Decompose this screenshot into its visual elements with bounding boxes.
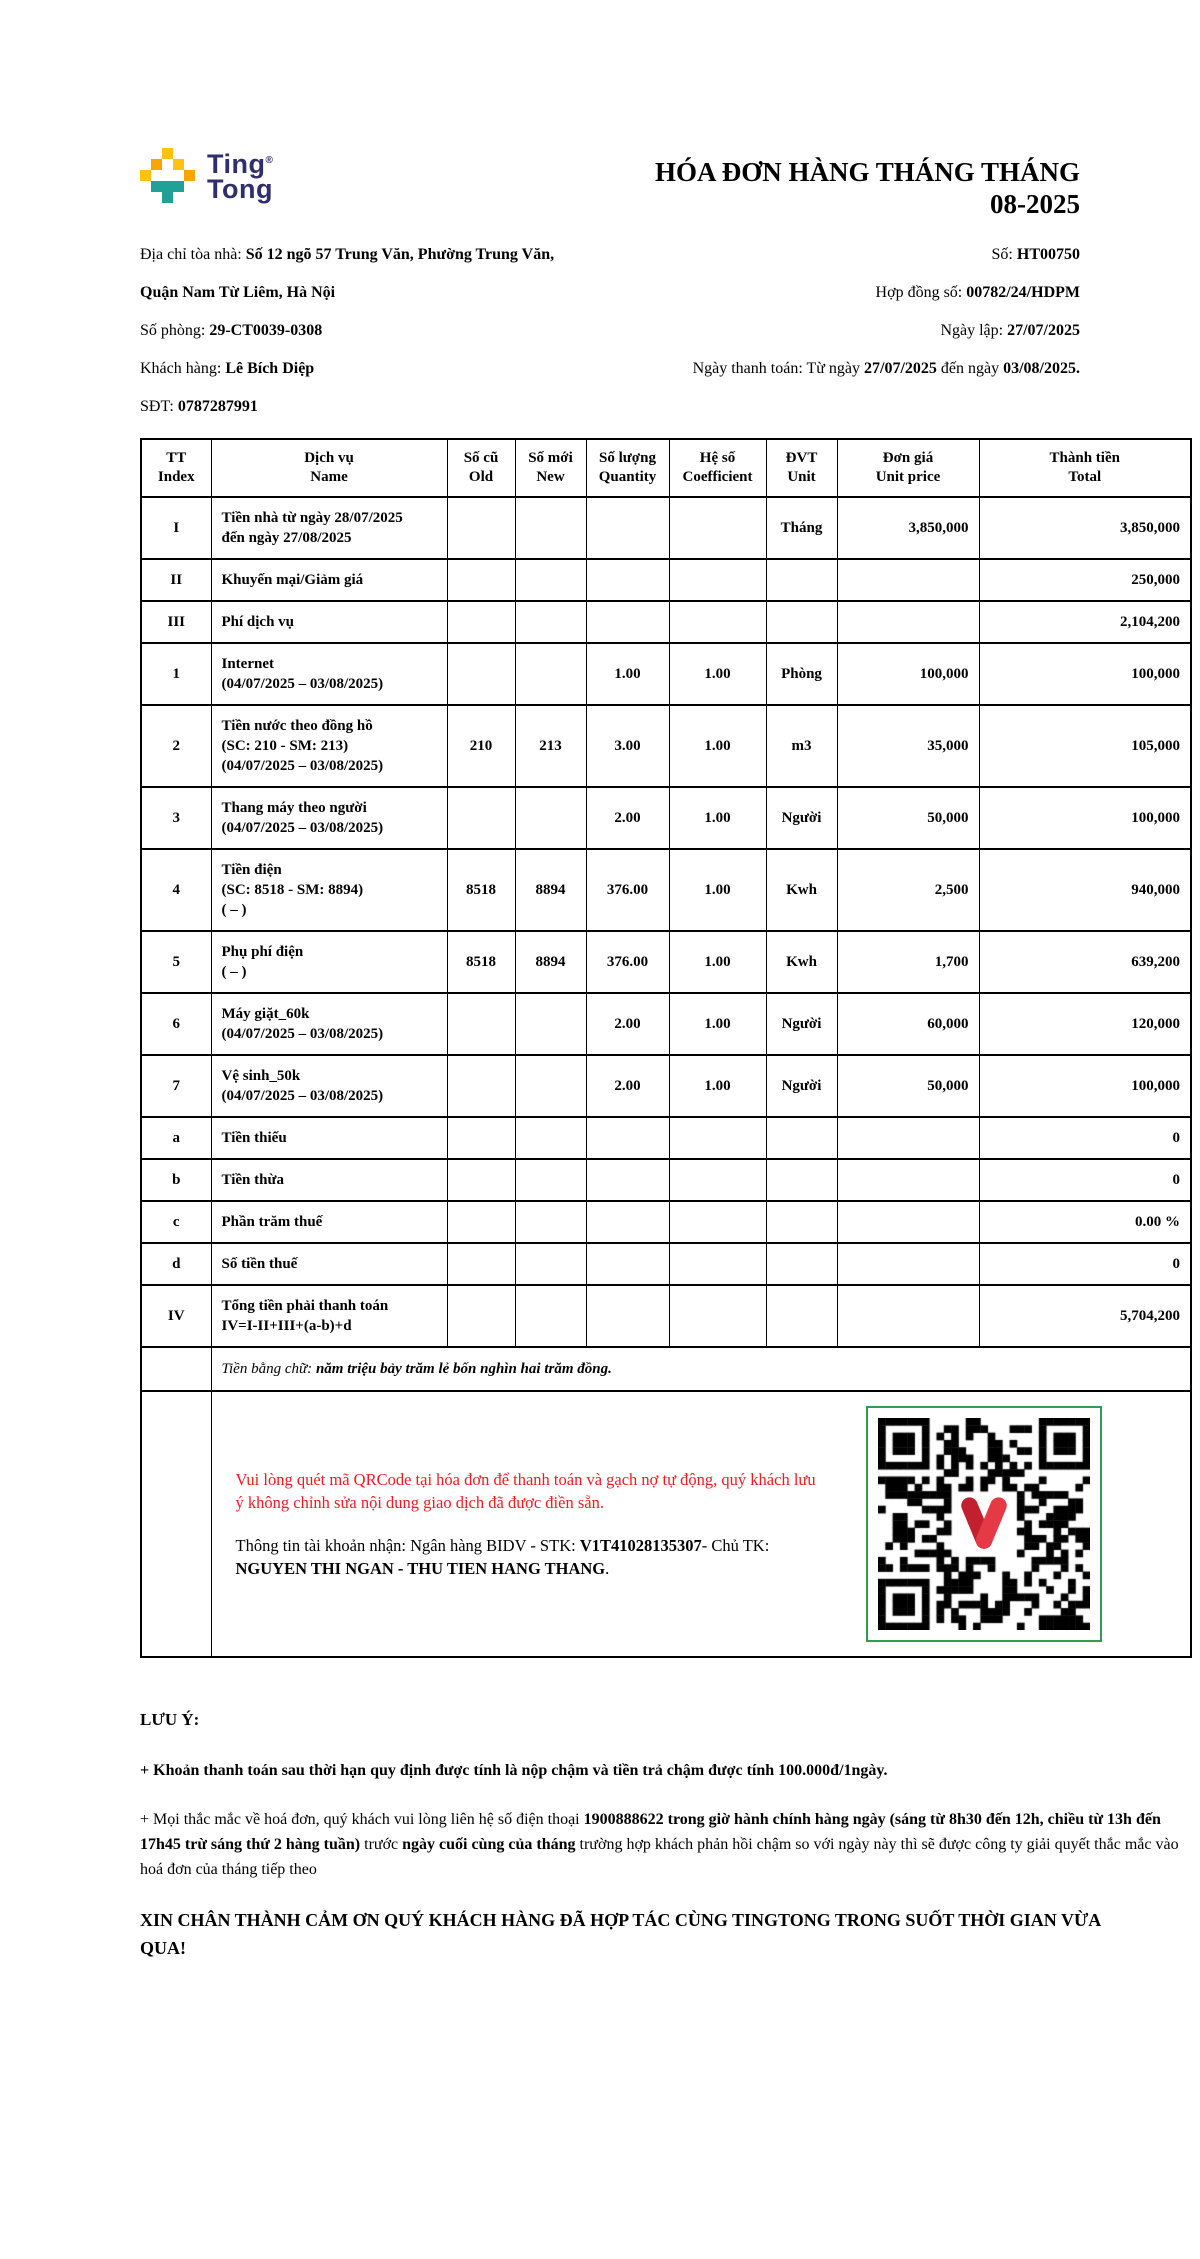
logo-pixel	[151, 181, 162, 192]
table-head	[141, 439, 1191, 497]
tingtong-logo	[140, 148, 273, 203]
table-cell	[669, 1159, 766, 1201]
table-cell: 0.00 %	[979, 1201, 1191, 1243]
table-cell	[515, 601, 586, 643]
text-segment: Hợp đồng số:	[875, 284, 967, 301]
text-segment: đến ngày	[936, 360, 1004, 377]
logo-pixel	[162, 181, 173, 192]
table-cell: 1.00	[669, 643, 766, 705]
table-cell: Phí dịch vụ	[211, 601, 447, 643]
text-segment: Thông tin tài khoản nhận: Ngân hàng BIDV - STK:	[235, 1536, 580, 1555]
table-cell: 3.00	[586, 705, 669, 787]
text-segment: Khách hàng:	[140, 360, 226, 377]
table-cell	[447, 1201, 515, 1243]
table-cell: 0	[979, 1159, 1191, 1201]
table-cell: 2.00	[586, 1055, 669, 1117]
table-row	[141, 1159, 1191, 1201]
table-cell: 0	[979, 1117, 1191, 1159]
qr-row	[141, 1391, 1191, 1657]
table-cell: 100,000	[979, 787, 1191, 849]
table-header-cell: Đơn giá Unit price	[837, 439, 979, 497]
table-cell: Kwh	[766, 849, 837, 931]
table-cell: I	[141, 497, 211, 559]
table-cell: 1.00	[669, 931, 766, 993]
text-segment: trước	[360, 1836, 403, 1853]
table-row	[141, 601, 1191, 643]
logo-pixel	[162, 192, 173, 203]
table-cell	[837, 1285, 979, 1347]
table-cell: 0	[979, 1243, 1191, 1285]
table-cell: Tổng tiền phải thanh toán IV=I-II+III+(a-b)+d	[211, 1285, 447, 1347]
table-cell: 5,704,200	[979, 1285, 1191, 1347]
table-cell: IV	[141, 1285, 211, 1347]
table-cell: 1.00	[669, 1055, 766, 1117]
amount-in-words	[211, 1347, 1191, 1391]
table-cell	[447, 1117, 515, 1159]
table-cell	[586, 1159, 669, 1201]
qr-note-red	[236, 1468, 824, 1514]
table-cell: 8518	[447, 849, 515, 931]
table-cell	[766, 1285, 837, 1347]
info-line	[140, 274, 590, 312]
table-cell: Phòng	[766, 643, 837, 705]
table-cell: 8518	[447, 931, 515, 993]
info-line	[140, 350, 590, 388]
table-row	[141, 1243, 1191, 1285]
table-cell	[837, 1159, 979, 1201]
text-segment: NGUYEN THI NGAN - THU TIEN HANG THANG	[235, 1559, 606, 1578]
table-row	[141, 931, 1191, 993]
invoice-title: HÓA ĐƠN HÀNG THÁNG THÁNG 08-2025	[654, 157, 1080, 219]
qr-code-frame	[866, 1406, 1102, 1642]
table-cell: II	[141, 559, 211, 601]
text-segment: HT00750	[1016, 246, 1080, 263]
table-cell: 376.00	[586, 849, 669, 931]
tingtong-logo-text: Ting® Tong	[207, 149, 274, 204]
table-header-row	[141, 439, 1191, 497]
text-segment: 27/07/2025	[864, 360, 937, 377]
text-segment: Tiền bằng chữ:	[221, 1361, 316, 1377]
table-row	[141, 559, 1191, 601]
text-segment: + Khoản thanh toán sau thời hạn quy định được tính là nộp chậm và tiền trả chậm được tính 100.000đ/1ngày.	[140, 1762, 888, 1779]
table-cell: 1.00	[669, 993, 766, 1055]
table-cell: d	[141, 1243, 211, 1285]
text-segment: SĐT:	[140, 398, 178, 415]
text-segment: 29-CT0039-0308	[209, 322, 323, 339]
text-segment: Số phòng:	[140, 322, 210, 339]
table-cell	[447, 993, 515, 1055]
text-segment: V1T41028135307	[579, 1536, 702, 1555]
table-row	[141, 787, 1191, 849]
text-segment: + Mọi thắc mắc về hoá đơn, quý khách vui lòng liên hệ số điện thoại	[140, 1811, 584, 1828]
table-cell	[669, 559, 766, 601]
empty-cell	[141, 1347, 211, 1391]
table-cell: 213	[515, 705, 586, 787]
info-left	[140, 236, 590, 426]
table-cell	[586, 559, 669, 601]
text-segment: Vui lòng quét mã QRCode tại hóa đơn để thanh toán và gạch nợ tự động, quý khách lưu ý không chỉnh sửa nội dung giao dịch đã được điền sẵn.	[235, 1470, 816, 1512]
table-cell: 250,000	[979, 559, 1191, 601]
table-header-cell: Dịch vụ Name	[211, 439, 447, 497]
info-line	[140, 236, 590, 274]
qr-v-icon	[953, 1493, 1015, 1555]
table-cell	[515, 1201, 586, 1243]
table-cell: 35,000	[837, 705, 979, 787]
text-segment: ngày cuối cùng của tháng	[402, 1836, 576, 1853]
table-cell	[515, 643, 586, 705]
table-row	[141, 497, 1191, 559]
invoice-info	[140, 236, 1180, 426]
table-cell	[669, 1285, 766, 1347]
table-cell	[837, 1243, 979, 1285]
qr-instructions	[224, 1468, 824, 1580]
table-cell: 3,850,000	[979, 497, 1191, 559]
table-header-cell: Thành tiền Total	[979, 439, 1191, 497]
table-row	[141, 1055, 1191, 1117]
table-cell	[766, 1201, 837, 1243]
logo-pixel	[162, 148, 173, 159]
table-cell	[586, 1117, 669, 1159]
table-header-cell: Hệ số Coefficient	[669, 439, 766, 497]
table-header-cell: TT Index	[141, 439, 211, 497]
table-cell: 2,500	[837, 849, 979, 931]
table-cell	[515, 1243, 586, 1285]
table-cell	[669, 1117, 766, 1159]
tingtong-logo-icon	[140, 148, 195, 203]
table-cell: 210	[447, 705, 515, 787]
table-cell: Người	[766, 787, 837, 849]
table-cell: 100,000	[837, 643, 979, 705]
info-line	[590, 236, 1080, 274]
table-cell: 8894	[515, 931, 586, 993]
table-cell: 105,000	[979, 705, 1191, 787]
footer-thanks: XIN CHÂN THÀNH CẢM ƠN QUÝ KHÁCH HÀNG ĐÃ HỢP TÁC CÙNG TINGTONG TRONG SUỐT THỜI GIAN VỪA QUA!	[140, 1910, 1101, 1958]
table-cell: 4	[141, 849, 211, 931]
table-cell	[515, 1055, 586, 1117]
table-cell: Internet (04/07/2025 – 03/08/2025)	[211, 643, 447, 705]
table-cell: 1.00	[669, 705, 766, 787]
qr-payment-cell	[211, 1391, 1191, 1657]
table-cell	[515, 559, 586, 601]
table-cell: 3	[141, 787, 211, 849]
table-cell	[515, 993, 586, 1055]
table-cell: Người	[766, 993, 837, 1055]
table-cell	[766, 559, 837, 601]
account-note	[236, 1534, 824, 1580]
table-cell: 940,000	[979, 849, 1191, 931]
table-cell	[669, 601, 766, 643]
table-cell	[515, 497, 586, 559]
table-cell: 639,200	[979, 931, 1191, 993]
text-segment: năm triệu bảy trăm lẻ bốn nghìn hai trăm đồng.	[315, 1361, 612, 1377]
footer-note-2	[140, 1807, 1200, 1882]
table-cell	[586, 1243, 669, 1285]
text-segment: 00782/24/HDPM	[966, 284, 1080, 301]
table-cell: Thang máy theo người (04/07/2025 – 03/08/2025)	[211, 787, 447, 849]
table-cell	[447, 497, 515, 559]
text-segment: 03/08/2025.	[1003, 360, 1080, 377]
table-cell	[515, 1285, 586, 1347]
table-row	[141, 993, 1191, 1055]
table-cell: III	[141, 601, 211, 643]
table-cell	[447, 1243, 515, 1285]
table-cell: 50,000	[837, 787, 979, 849]
table-cell: Tiền nước theo đồng hồ (SC: 210 - SM: 213) (04/07/2025 – 03/08/2025)	[211, 705, 447, 787]
table-cell: m3	[766, 705, 837, 787]
logo-pixel	[184, 170, 195, 181]
table-cell	[837, 601, 979, 643]
table-cell: 100,000	[979, 1055, 1191, 1117]
text-segment: Số 12 ngõ 57 Trung Văn, Phường Trung Văn,	[245, 246, 555, 263]
table-row	[141, 1201, 1191, 1243]
table-cell	[447, 1285, 515, 1347]
table-cell	[766, 1159, 837, 1201]
table-cell	[586, 601, 669, 643]
table-cell	[669, 1201, 766, 1243]
text-segment: Địa chỉ tòa nhà:	[140, 246, 246, 263]
table-cell	[447, 1159, 515, 1201]
logo-pixel	[140, 170, 151, 181]
table-cell	[515, 1117, 586, 1159]
table-cell	[766, 601, 837, 643]
table-row	[141, 1117, 1191, 1159]
table-header-cell: Số lượng Quantity	[586, 439, 669, 497]
table-header-cell: Số mới New	[515, 439, 586, 497]
footer-note-1	[140, 1758, 1200, 1783]
logo-pixel	[151, 159, 162, 170]
table-cell: 5	[141, 931, 211, 993]
text-segment: 0787287991	[177, 398, 258, 415]
table-cell	[447, 559, 515, 601]
table-cell: Tiền điện (SC: 8518 - SM: 8894) ( – )	[211, 849, 447, 931]
table-cell: 120,000	[979, 993, 1191, 1055]
info-line	[140, 312, 590, 350]
table-cell	[837, 559, 979, 601]
table-cell	[837, 1201, 979, 1243]
table-header-cell: Số cũ Old	[447, 439, 515, 497]
table-cell: 2,104,200	[979, 601, 1191, 643]
table-cell: 1,700	[837, 931, 979, 993]
table-cell: 7	[141, 1055, 211, 1117]
invoice-table	[140, 438, 1192, 1658]
table-cell	[837, 1117, 979, 1159]
footer-notes	[140, 1710, 1200, 1962]
table-cell: Phần trăm thuế	[211, 1201, 447, 1243]
table-cell: 6	[141, 993, 211, 1055]
text-segment: Ngày thanh toán: Từ ngày	[692, 360, 865, 377]
logo-pixel	[173, 159, 184, 170]
empty-cell	[141, 1391, 211, 1657]
table-cell	[515, 787, 586, 849]
table-cell: 60,000	[837, 993, 979, 1055]
text-segment: trường hợp khách phản hồi chậm so với ngày này thì sẽ được công ty giải quyết thắc mắc vào hoá đơn của tháng tiếp theo	[140, 1836, 1179, 1878]
table-cell: Vệ sinh_50k (04/07/2025 – 03/08/2025)	[211, 1055, 447, 1117]
table-row	[141, 1285, 1191, 1347]
info-line	[590, 350, 1080, 388]
text-segment: Ngày lập:	[940, 322, 1008, 339]
table-cell: Máy giặt_60k (04/07/2025 – 03/08/2025)	[211, 993, 447, 1055]
table-cell	[447, 601, 515, 643]
text-segment: Quận Nam Từ Liêm, Hà Nội	[140, 284, 336, 301]
table-cell: Phụ phí điện ( – )	[211, 931, 447, 993]
table-cell	[586, 497, 669, 559]
table-cell	[447, 1055, 515, 1117]
table-cell	[669, 1243, 766, 1285]
table-cell: b	[141, 1159, 211, 1201]
table-cell: Số tiền thuế	[211, 1243, 447, 1285]
table-row	[141, 849, 1191, 931]
table-cell: 2	[141, 705, 211, 787]
table-cell: 3,850,000	[837, 497, 979, 559]
text-segment: Lê Bích Diệp	[225, 360, 315, 377]
table-cell: a	[141, 1117, 211, 1159]
table-cell	[766, 1117, 837, 1159]
table-cell: Tiền thiếu	[211, 1117, 447, 1159]
table-cell	[586, 1285, 669, 1347]
table-cell: 2.00	[586, 787, 669, 849]
table-cell: 1.00	[586, 643, 669, 705]
text-segment: Số:	[991, 246, 1017, 263]
table-cell: 1	[141, 643, 211, 705]
table-row	[141, 705, 1191, 787]
table-header-cell: ĐVT Unit	[766, 439, 837, 497]
table-cell: 1.00	[669, 787, 766, 849]
text-segment: - Chủ TK:	[701, 1536, 770, 1555]
table-cell: Khuyến mại/Giảm giá	[211, 559, 447, 601]
table-cell: Người	[766, 1055, 837, 1117]
table-cell: Kwh	[766, 931, 837, 993]
info-right	[590, 236, 1180, 426]
table-cell	[669, 497, 766, 559]
text-segment: 27/07/2025	[1007, 322, 1080, 339]
info-line	[590, 274, 1080, 312]
footer-heading: LƯU Ý:	[140, 1710, 200, 1729]
table-cell	[515, 1159, 586, 1201]
table-cell: 1.00	[669, 849, 766, 931]
text-segment: .	[605, 1559, 610, 1578]
logo-pixel	[173, 181, 184, 192]
table-cell: Tiền thừa	[211, 1159, 447, 1201]
header	[140, 148, 1180, 222]
table-cell: 100,000	[979, 643, 1191, 705]
table-cell: Tiền nhà từ ngày 28/07/2025 đến ngày 27/08/2025	[211, 497, 447, 559]
table-cell	[766, 1243, 837, 1285]
table-cell: 8894	[515, 849, 586, 931]
amount-in-words-row	[141, 1347, 1191, 1391]
table-cell: 50,000	[837, 1055, 979, 1117]
table-body	[141, 497, 1191, 1347]
table-cell: 2.00	[586, 993, 669, 1055]
table-cell: c	[141, 1201, 211, 1243]
text-segment: 1900888622 trong giờ hành chính hàng ngày (sáng từ 8h30 đến 12h, chiều từ 13h đến 17h45 trừ sáng thứ 2 hàng tuần)	[140, 1811, 1161, 1853]
info-line	[590, 312, 1080, 350]
info-line	[140, 388, 590, 426]
table-cell	[586, 1201, 669, 1243]
table-row	[141, 643, 1191, 705]
table-cell: Tháng	[766, 497, 837, 559]
table-cell	[447, 787, 515, 849]
table-cell	[447, 643, 515, 705]
table-cell: 376.00	[586, 931, 669, 993]
